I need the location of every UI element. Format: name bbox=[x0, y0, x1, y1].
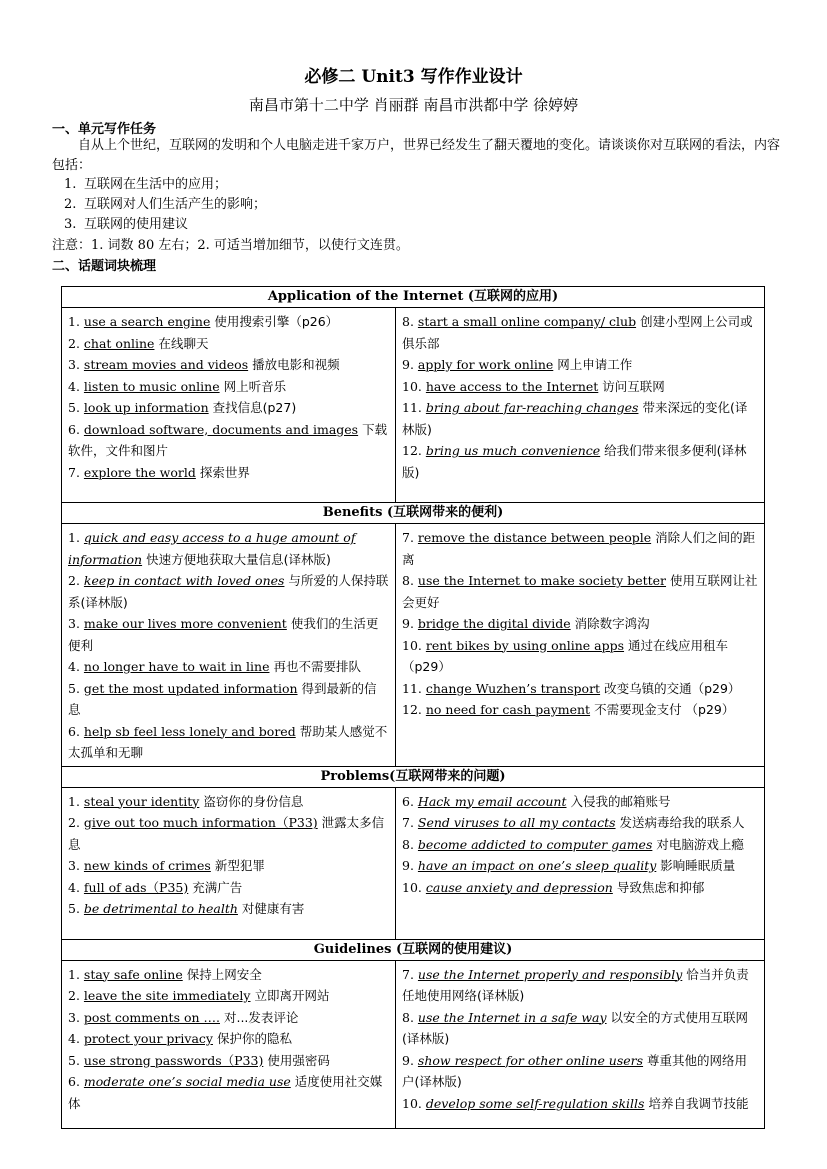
phrase-num: 7. bbox=[402, 966, 414, 982]
phrase-en: quick and easy access to a huge amount of information bbox=[68, 530, 356, 567]
phrase-item bbox=[68, 311, 389, 333]
phrase-item bbox=[402, 855, 758, 877]
phrase-en: bridge the digital divide bbox=[417, 616, 571, 631]
phrase-en: Send viruses to all my contacts bbox=[417, 815, 616, 830]
phrase-item bbox=[68, 656, 389, 678]
phrase-num: 9. bbox=[402, 858, 414, 873]
phrase-num: 5. bbox=[68, 400, 80, 415]
phrase-cn: 保护你的隐私 bbox=[216, 1031, 292, 1046]
phrase-en: develop some self-regulation skills bbox=[425, 1095, 645, 1111]
phrase-item bbox=[68, 376, 389, 398]
phrase-cn: 访问互联网 bbox=[602, 378, 665, 394]
phrase-cn: 对健康有害 bbox=[241, 901, 305, 916]
phrase-en: use strong passwords（P33) bbox=[83, 1052, 264, 1068]
application-right-cell bbox=[396, 308, 765, 503]
problems-header: Problems(互联网带来的问题) bbox=[62, 766, 765, 787]
phrase-item bbox=[402, 1093, 758, 1115]
phrase-en: no longer have to wait in line bbox=[83, 659, 270, 674]
phrase-en: rent bikes by using online apps bbox=[425, 637, 625, 653]
phrase-cn: 尊重其他的网络用户(译林版) bbox=[402, 1052, 748, 1089]
phrase-cn: 消除人们之间的距离 bbox=[402, 530, 756, 567]
phrase-num: 12. bbox=[402, 702, 422, 717]
phrase-num: 6. bbox=[68, 1074, 80, 1089]
task-point-text: 互联网在生活中的应用； bbox=[84, 177, 228, 192]
phrase-num: 7. bbox=[68, 464, 80, 480]
phrase-item bbox=[68, 721, 389, 764]
phrase-en: have an impact on one’s sleep quality bbox=[417, 858, 657, 873]
phrase-en: give out too much information（P33) bbox=[83, 815, 318, 830]
phrase-item bbox=[68, 898, 389, 920]
task-point bbox=[64, 195, 266, 215]
phrase-num: 8. bbox=[402, 1009, 414, 1025]
phrase-en: full of ads（P35) bbox=[83, 879, 189, 895]
phrase-num: 6. bbox=[68, 421, 80, 437]
phrase-cn: 立即离开网站 bbox=[254, 988, 330, 1003]
phrase-cn: 带来深远的变化(译林版) bbox=[402, 400, 748, 437]
phrase-en: become addicted to computer games bbox=[417, 836, 653, 852]
task-intro-text: 自从上个世纪，互联网的发明和个人电脑走进千家万户，世界已经发生了翻天覆地的变化。请谈谈你对互联网的看法，内容包括： bbox=[52, 138, 781, 173]
phrase-en: look up information bbox=[83, 400, 209, 415]
phrase-num: 4. bbox=[68, 879, 80, 895]
phrase-item bbox=[402, 527, 758, 570]
phrase-num: 11. bbox=[402, 680, 422, 696]
phrase-item bbox=[68, 877, 389, 899]
phrase-cn: 改变乌镇的交通（p29） bbox=[604, 680, 741, 696]
phrase-item bbox=[402, 397, 758, 440]
phrase-cn: 查找信息(p27) bbox=[212, 400, 297, 415]
page-title: 必修二 Unit3 写作作业设计 bbox=[304, 67, 523, 87]
phrase-en: protect your privacy bbox=[83, 1031, 213, 1046]
phrase-en: be detrimental to health bbox=[83, 901, 238, 916]
phrase-en: stay safe online bbox=[83, 966, 183, 982]
phrase-num: 9. bbox=[402, 357, 414, 372]
benefits-right-cell bbox=[396, 524, 765, 767]
phrase-item bbox=[68, 1050, 389, 1072]
phrase-item bbox=[68, 419, 389, 462]
phrase-num: 7. bbox=[402, 530, 414, 545]
phrase-item bbox=[68, 985, 389, 1007]
phrase-en: chat online bbox=[83, 335, 155, 351]
phrase-item bbox=[402, 354, 758, 376]
phrase-cn: 探索世界 bbox=[199, 464, 250, 480]
phrase-cn: 新型犯罪 bbox=[214, 858, 265, 873]
phrase-item bbox=[68, 678, 389, 721]
phrase-cn: 通过在线应用租车（p29） bbox=[402, 637, 729, 674]
phrase-item bbox=[68, 812, 389, 855]
phrase-num: 12. bbox=[402, 443, 422, 458]
phrase-item bbox=[68, 462, 389, 484]
phrase-cn: 使我们的生活更便利 bbox=[68, 616, 379, 653]
phrase-en: use the Internet in a safe way bbox=[417, 1009, 607, 1025]
phrase-cn: 不需要现金支付 （p29） bbox=[594, 702, 735, 717]
task-point-text: 互联网对人们生活产生的影响； bbox=[84, 197, 267, 212]
phrase-num: 3. bbox=[68, 357, 80, 372]
phrase-en: cause anxiety and depression bbox=[425, 879, 613, 895]
phrase-cn: 得到最新的信息 bbox=[68, 680, 377, 717]
phrase-en: steal your identity bbox=[83, 793, 200, 809]
phrase-num: 8. bbox=[402, 314, 414, 329]
phrase-item bbox=[68, 1028, 389, 1050]
phrase-en: no need for cash payment bbox=[425, 702, 591, 717]
phrase-num: 11. bbox=[402, 400, 422, 415]
phrase-cn: 帮助某人感觉不太孤单和无聊 bbox=[68, 723, 388, 760]
phrase-num: 1. bbox=[68, 314, 80, 329]
phrase-en: stream movies and videos bbox=[83, 357, 249, 372]
phrase-cn: 发送病毒给我的联系人 bbox=[619, 815, 745, 830]
phrase-cn: 使用搜索引擎（p26） bbox=[214, 314, 339, 329]
phrase-num: 8. bbox=[402, 836, 414, 852]
vocab-table bbox=[61, 286, 765, 1129]
phrase-num: 10. bbox=[402, 1095, 422, 1111]
phrase-en: remove the distance between people bbox=[417, 530, 652, 545]
phrase-num: 4. bbox=[68, 1031, 80, 1046]
phrase-num: 5. bbox=[68, 1052, 80, 1068]
phrase-cn: 适度使用社交媒体 bbox=[68, 1074, 383, 1111]
phrase-item bbox=[402, 1007, 758, 1050]
phrase-cn: 与所爱的人保持联系(译林版) bbox=[68, 573, 389, 610]
phrase-num: 2. bbox=[68, 815, 80, 830]
phrase-item bbox=[402, 376, 758, 398]
phrase-en: change Wuzhen’s transport bbox=[425, 680, 601, 696]
phrase-item bbox=[402, 964, 758, 1007]
phrase-cn: 以安全的方式使用互联网(译林版) bbox=[402, 1009, 749, 1046]
phrase-cn: 对电脑游戏上瘾 bbox=[656, 836, 744, 852]
phrase-item bbox=[68, 570, 389, 613]
phrase-en: explore the world bbox=[83, 464, 196, 480]
phrase-en: leave the site immediately bbox=[83, 988, 251, 1003]
phrase-cn: 在线聊天 bbox=[158, 335, 209, 351]
phrase-item bbox=[68, 1007, 389, 1029]
phrase-num: 1. bbox=[68, 793, 80, 809]
phrase-en: bring us much convenience bbox=[425, 443, 601, 458]
phrase-en: use the Internet properly and responsibly bbox=[417, 966, 683, 982]
phrase-item bbox=[402, 678, 758, 700]
phrase-cn: 培养自我调节技能 bbox=[648, 1095, 749, 1111]
phrase-cn: 对...发表评论 bbox=[223, 1009, 299, 1025]
phrase-cn: 给我们带来很多便利(译林版) bbox=[402, 443, 747, 480]
task-point bbox=[64, 175, 266, 195]
phrase-num: 1. bbox=[68, 530, 80, 545]
phrase-num: 3. bbox=[68, 1009, 80, 1025]
phrase-item bbox=[68, 354, 389, 376]
phrase-cn: 恰当并负责任地使用网络(译林版) bbox=[402, 966, 749, 1003]
phrase-cn: 盗窃你的身份信息 bbox=[203, 793, 304, 809]
phrase-cn: 影响睡眠质量 bbox=[660, 858, 736, 873]
application-left-cell bbox=[62, 308, 396, 503]
task-points bbox=[64, 175, 266, 235]
phrase-item bbox=[402, 613, 758, 635]
phrase-en: listen to music online bbox=[83, 378, 220, 394]
task-point-num: 3. bbox=[64, 217, 77, 232]
phrase-en: have access to the Internet bbox=[425, 378, 599, 394]
phrase-en: bring about far-reaching changes bbox=[425, 400, 639, 415]
phrase-item bbox=[68, 527, 389, 570]
phrase-item bbox=[402, 834, 758, 856]
task-point bbox=[64, 215, 266, 235]
phrase-en: help sb feel less lonely and bored bbox=[83, 723, 296, 739]
phrase-en: show respect for other online users bbox=[417, 1052, 644, 1068]
phrase-num: 2. bbox=[68, 335, 80, 351]
phrase-en: use the Internet to make society better bbox=[417, 573, 667, 588]
phrase-cn: 使用强密码 bbox=[267, 1052, 330, 1068]
phrase-num: 9. bbox=[402, 616, 414, 631]
guidelines-right-cell bbox=[396, 960, 765, 1128]
phrase-cn: 创建小型网上公司或俱乐部 bbox=[402, 314, 753, 351]
phrase-item bbox=[68, 333, 389, 355]
phrase-en: apply for work online bbox=[417, 357, 554, 372]
phrase-num: 1. bbox=[68, 966, 80, 982]
phrase-en: use a search engine bbox=[83, 314, 211, 329]
phrase-num: 2. bbox=[68, 573, 80, 588]
phrase-en: post comments on …. bbox=[83, 1009, 220, 1025]
phrase-num: 4. bbox=[68, 659, 80, 674]
phrase-item bbox=[402, 877, 758, 899]
phrase-num: 3. bbox=[68, 858, 80, 873]
phrase-item bbox=[402, 635, 758, 678]
section1-heading: 一、单元写作任务 bbox=[52, 122, 157, 137]
benefits-header: Benefits (互联网带来的便利) bbox=[62, 503, 765, 524]
phrase-cn: 充满广告 bbox=[192, 879, 243, 895]
phrase-num: 4. bbox=[68, 378, 80, 394]
phrase-cn: 快速方便地获取大量信息(译林版) bbox=[146, 551, 331, 567]
phrase-cn: 入侵我的邮箱账号 bbox=[570, 793, 671, 809]
phrase-cn: 网上听音乐 bbox=[223, 378, 287, 394]
task-point-text: 互联网的使用建议 bbox=[84, 217, 189, 232]
phrase-item bbox=[68, 613, 389, 656]
phrase-num: 6. bbox=[402, 793, 414, 809]
phrase-item bbox=[68, 964, 389, 986]
phrase-cn: 网上申请工作 bbox=[557, 357, 633, 372]
phrase-num: 2. bbox=[68, 988, 80, 1003]
phrase-num: 8. bbox=[402, 573, 414, 588]
phrase-en: new kinds of crimes bbox=[83, 858, 211, 873]
phrase-item bbox=[68, 855, 389, 877]
guidelines-header: Guidelines (互联网的使用建议) bbox=[62, 939, 765, 960]
phrase-cn: 保持上网安全 bbox=[186, 966, 262, 982]
phrase-item bbox=[402, 570, 758, 613]
phrase-num: 10. bbox=[402, 879, 422, 895]
phrase-en: keep in contact with loved ones bbox=[83, 573, 285, 588]
phrase-cn: 泄露太多信息 bbox=[68, 815, 385, 852]
task-note: 注意：1. 词数 80 左右；2. 可适当增加细节，以使行文连贯。 bbox=[52, 238, 409, 253]
phrase-item bbox=[402, 440, 758, 483]
phrase-cn: 使用互联网让社会更好 bbox=[402, 573, 758, 610]
phrase-item bbox=[68, 397, 389, 419]
task-point-num: 2. bbox=[64, 197, 77, 212]
phrase-en: moderate one’s social media use bbox=[83, 1074, 291, 1089]
phrase-item bbox=[402, 791, 758, 813]
phrase-en: get the most updated information bbox=[83, 680, 298, 696]
phrase-item bbox=[402, 311, 758, 354]
application-header: Application of the Internet (互联网的应用) bbox=[62, 287, 765, 308]
phrase-num: 9. bbox=[402, 1052, 414, 1068]
phrase-cn: 下载软件，文件和图片 bbox=[68, 421, 388, 458]
benefits-left-cell bbox=[62, 524, 396, 767]
task-point-num: 1. bbox=[64, 177, 77, 192]
phrase-en: start a small online company/ club bbox=[417, 314, 637, 329]
phrase-cn: 消除数字鸿沟 bbox=[574, 616, 650, 631]
phrase-num: 6. bbox=[68, 723, 80, 739]
phrase-cn: 再也不需要排队 bbox=[273, 659, 361, 674]
phrase-en: Hack my email account bbox=[417, 793, 567, 809]
authors: 南昌市第十二中学 肖丽群 南昌市洪都中学 徐婷婷 bbox=[248, 96, 579, 114]
phrase-item bbox=[68, 791, 389, 813]
phrase-cn: 播放电影和视频 bbox=[252, 357, 340, 372]
phrase-num: 3. bbox=[68, 616, 80, 631]
phrase-en: download software, documents and images bbox=[83, 421, 359, 437]
phrase-en: make our lives more convenient bbox=[83, 616, 287, 631]
phrase-cn: 导致焦虑和抑郁 bbox=[616, 879, 705, 895]
phrase-item bbox=[402, 1050, 758, 1093]
phrase-num: 5. bbox=[68, 901, 80, 916]
phrase-item bbox=[68, 1071, 389, 1114]
task-intro bbox=[52, 136, 780, 176]
phrase-num: 5. bbox=[68, 680, 80, 696]
phrase-item bbox=[402, 812, 758, 834]
guidelines-left-cell bbox=[62, 960, 396, 1128]
section2-heading: 二、话题词块梳理 bbox=[52, 259, 157, 274]
phrase-num: 10. bbox=[402, 637, 422, 653]
phrase-num: 10. bbox=[402, 378, 422, 394]
problems-left-cell bbox=[62, 787, 396, 939]
problems-right-cell bbox=[396, 787, 765, 939]
phrase-item bbox=[402, 699, 758, 721]
phrase-num: 7. bbox=[402, 815, 414, 830]
